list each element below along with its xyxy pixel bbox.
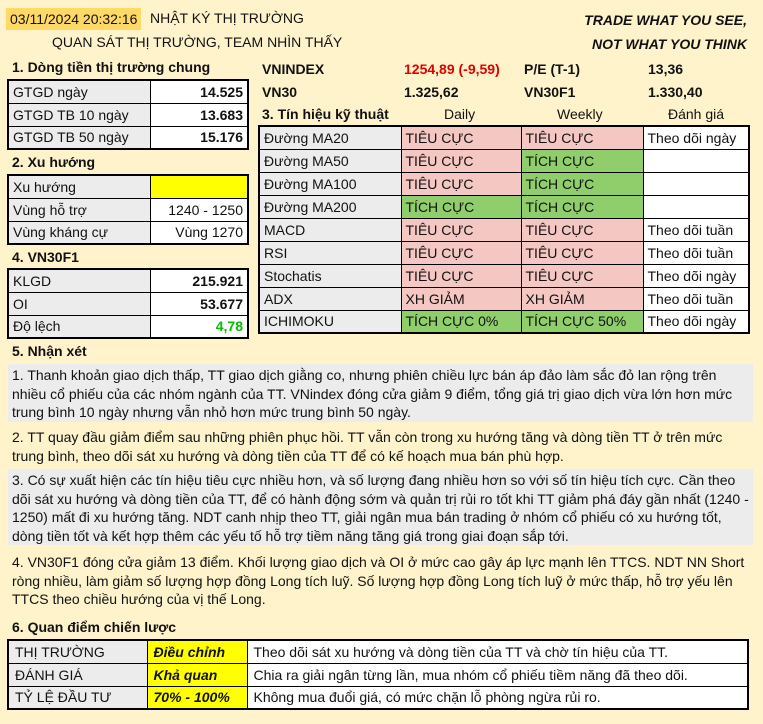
table-row (259, 310, 749, 333)
section-3-heading: 3. Tín hiệu kỹ thuật (262, 106, 389, 122)
table-row (8, 292, 248, 315)
evaluation (643, 172, 749, 195)
row-value: 13.683 (150, 103, 248, 126)
table-row (8, 175, 248, 198)
deviation-value: 4,78 (150, 315, 248, 338)
table-row (8, 103, 248, 126)
daily-signal: TIÊU CỰC (401, 218, 521, 241)
table-row (8, 126, 248, 149)
row-value: 15.176 (150, 126, 248, 149)
daily-signal: TIÊU CỰC (401, 241, 521, 264)
daily-signal: TIÊU CỰC (401, 149, 521, 172)
indicator-name: MACD (259, 218, 401, 241)
trend-value (150, 175, 248, 198)
section-6-heading: 6. Quan điểm chiến lược (12, 619, 177, 635)
weekly-signal: TIÊU CỰC (521, 218, 643, 241)
indicator-name: Đường MA50 (259, 149, 401, 172)
vnindex-label: VNINDEX (262, 61, 325, 77)
row-value: 53.677 (150, 292, 248, 315)
trend-table (7, 174, 249, 245)
table-row (259, 241, 749, 264)
weekly-signal: TÍCH CỰC 50% (521, 310, 643, 333)
table-row (259, 195, 749, 218)
evaluation: Theo dõi ngày (643, 126, 749, 149)
section-1-heading: 1. Dòng tiền thị trường chung (12, 59, 211, 75)
table-row (8, 269, 248, 292)
technical-signals-table (258, 125, 750, 334)
indicator-name: ICHIMOKU (259, 310, 401, 333)
table-row (8, 198, 248, 221)
evaluation: Theo dõi tuần (643, 218, 749, 241)
strategy-value: Điều chỉnh (147, 640, 247, 663)
col-eval-header: Đánh giá (668, 106, 725, 122)
indicator-name: Đường MA100 (259, 172, 401, 195)
strategy-value: 70% - 100% (147, 686, 247, 709)
col-weekly-header: Weekly (557, 106, 603, 122)
section-2-heading: 2. Xu hướng (12, 154, 96, 170)
table-row (8, 221, 248, 244)
row-value: 215.921 (150, 269, 248, 292)
vn30f1-value: 1.330,40 (648, 84, 703, 100)
table-row (259, 287, 749, 310)
table-row (259, 126, 749, 149)
comment-4: 4. VN30F1 đóng cửa giảm 13 điểm. Khối lượng giao dịch và OI ở mức cao gây áp lực mạnh lên TTCS. NDT NN Short ròng nhiều, làm giảm số lượng hợp đồng Long tích luỹ. Số lượng hợp đồng Long tích luỹ ở mức thấp, hỗ trợ yếu lên TTCS theo chiều hướng của vị thế Long. (12, 554, 745, 607)
row-label: Độ lệch (8, 315, 150, 338)
evaluation: Theo dõi ngày (643, 264, 749, 287)
daily-signal: TIÊU CỰC (401, 264, 521, 287)
pe-value: 13,36 (648, 61, 684, 77)
col-daily-header: Daily (444, 106, 476, 122)
table-row (259, 172, 749, 195)
table-row (259, 264, 749, 287)
table-row (259, 149, 749, 172)
money-flow-table (7, 79, 249, 150)
resistance-value: Vùng 1270 (150, 221, 248, 244)
daily-signal: TÍCH CỰC (401, 195, 521, 218)
comment-3: 3. Có sự xuất hiện các tín hiệu tiêu cực nhiều hơn, và số lượng đang nhiều hơn so với số tín hiệu tích cực. Cần theo dõi sát xu hướng và dòng tiền của TT, để có hành động sớm và quản trị rủi ro tốt khi TT giảm phá đáy gần nhất (1240 - 1250) mất đi xu hướng tăng. NDT canh nhịp theo TT, giải ngân mua bán trading ở nhóm cổ phiếu có xu hướng tốt, dòng tiền tốt và kết hợp thêm các yếu tố hỗ trợ tiềm năng tăng giá trong giai đoạn sắp tới. (8, 469, 753, 545)
weekly-signal: TIÊU CỰC (521, 264, 643, 287)
vn30f1-table (7, 268, 249, 339)
daily-signal: XH GIẢM (401, 287, 521, 310)
row-label: KLGD (8, 269, 150, 292)
row-label: OI (8, 292, 150, 315)
daily-signal: TIÊU CỰC (401, 172, 521, 195)
slogan-line-2: NOT WHAT YOU THINK (591, 36, 747, 52)
daily-signal: TÍCH CỰC 0% (401, 310, 521, 333)
evaluation: Theo dõi tuần (643, 287, 749, 310)
vnindex-value: 1254,89 (-9,59) (404, 61, 500, 77)
weekly-signal: TIÊU CỰC (521, 126, 643, 149)
indicator-name: Đường MA200 (259, 195, 401, 218)
strategy-label: THỊ TRƯỜNG (8, 640, 147, 663)
weekly-signal: TÍCH CỰC (521, 195, 643, 218)
strategy-desc: Không mua đuổi giá, có mức chặn lỗ phòng ngừa rủi ro. (247, 686, 748, 709)
table-row (8, 686, 748, 709)
indicator-name: RSI (259, 241, 401, 264)
weekly-signal: TÍCH CỰC (521, 172, 643, 195)
strategy-desc: Chia ra giải ngân từng lần, mua nhóm cổ phiếu tiềm năng đã theo dõi. (247, 663, 748, 686)
weekly-signal: XH GIẢM (521, 287, 643, 310)
row-label: Xu hướng (8, 175, 150, 198)
row-label: Vùng kháng cự (8, 221, 150, 244)
weekly-signal: TIÊU CỰC (521, 241, 643, 264)
table-row (8, 315, 248, 338)
strategy-table (7, 639, 749, 710)
daily-signal: TIÊU CỰC (401, 126, 521, 149)
page-title: NHẬT KÝ THỊ TRƯỜNG (150, 10, 304, 26)
strategy-value: Khả quan (147, 663, 247, 686)
section-4-heading: 4. VN30F1 (12, 249, 79, 265)
table-row (8, 640, 748, 663)
table-row (8, 80, 248, 103)
slogan-line-1: TRADE WHAT YOU SEE, (584, 12, 747, 28)
evaluation (643, 195, 749, 218)
strategy-label: ĐÁNH GIÁ (8, 663, 147, 686)
indicator-name: ADX (259, 287, 401, 310)
vn30-label: VN30 (262, 84, 298, 100)
comment-2: 2. TT quay đầu giảm điểm sau những phiên phục hồi. TT vẫn còn trong xu hướng tăng và dòng tiền TT ở trên mức trung bình, theo dõi sát xu hướng và dòng tiền của TT để có kế hoạch mua bán phù hợp. (12, 429, 723, 464)
vn30f1-label: VN30F1 (524, 84, 576, 100)
row-label: Vùng hỗ trợ (8, 198, 150, 221)
row-label: GTGD TB 50 ngày (8, 126, 150, 149)
row-label: GTGD TB 10 ngày (8, 103, 150, 126)
support-value: 1240 - 1250 (150, 198, 248, 221)
evaluation (643, 149, 749, 172)
report-date: 03/11/2024 20:32:16 (6, 8, 141, 30)
table-row (259, 218, 749, 241)
evaluation: Theo dõi ngày (643, 310, 749, 333)
strategy-label: TỶ LỆ ĐẦU TƯ (8, 686, 147, 709)
row-value: 14.525 (150, 80, 248, 103)
comment-1: 1. Thanh khoản giao dịch thấp, TT giao dịch giằng co, nhưng phiên chiều lực bán áp đảo làm sắc đỏ lan rộng trên nhiều cổ phiếu của các nhóm ngành của TT. VNindex đóng cửa giảm 9 điểm, tổng giá trị giao dịch vừa lớn hơn mức trung bình 10 ngày nhưng vẫn nhỏ hơn mức trung bình 50 ngày. (8, 364, 753, 422)
vn30-value: 1.325,62 (404, 84, 459, 100)
indicator-name: Stochatis (259, 264, 401, 287)
section-5-heading: 5. Nhận xét (12, 343, 87, 359)
strategy-desc: Theo dõi sát xu hướng và dòng tiền của TT và chờ tín hiệu của TT. (247, 640, 748, 663)
pe-label: P/E (T-1) (524, 61, 581, 77)
table-row (8, 663, 748, 686)
page-subtitle: QUAN SÁT THỊ TRƯỜNG, TEAM NHÌN THẤY (52, 34, 343, 50)
row-label: GTGD ngày (8, 80, 150, 103)
weekly-signal: TÍCH CỰC (521, 149, 643, 172)
evaluation: Theo dõi tuần (643, 241, 749, 264)
indicator-name: Đường MA20 (259, 126, 401, 149)
